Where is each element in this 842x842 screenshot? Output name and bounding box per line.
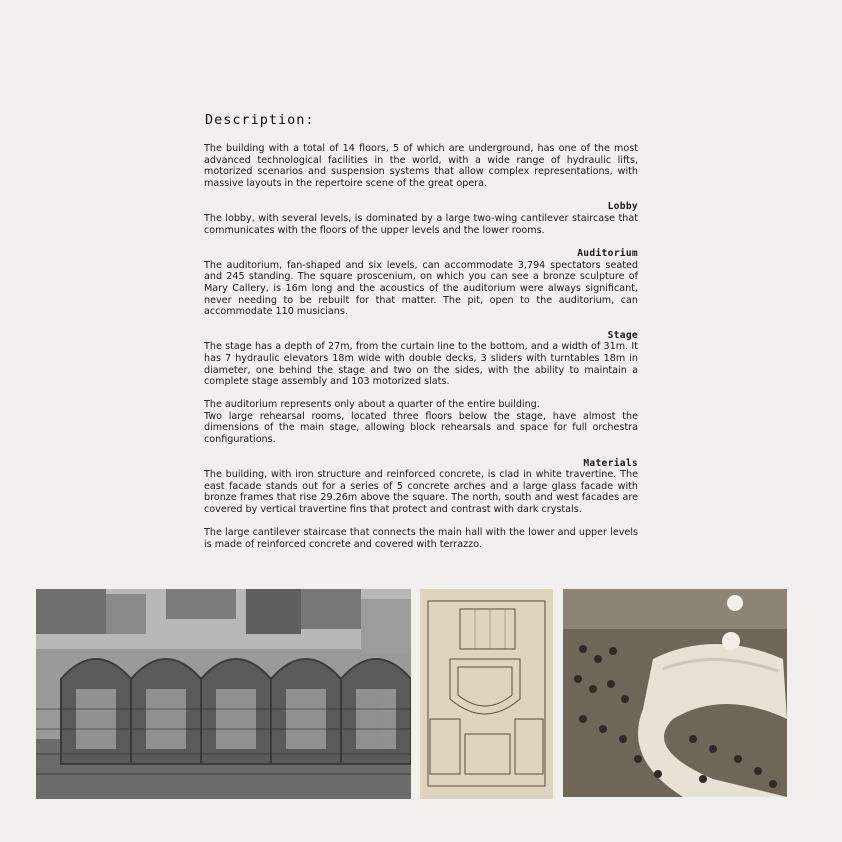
stage-paragraph-2a: The auditorium represents only about a quarter of the entire building. bbox=[204, 399, 540, 411]
lobby-paragraph: The lobby, with several levels, is dominated by a large two-wing cantilever staircase that communicates with the floors of the upper levels and the lower rooms. bbox=[204, 212, 638, 236]
auditorium-heading: Auditorium bbox=[577, 248, 638, 260]
floor-plan-image bbox=[420, 589, 553, 799]
materials-paragraph-2: The large cantilever staircase that connects the main hall with the lower and upper levels is made of reinforced concrete and covered with terrazzo. bbox=[204, 527, 638, 550]
auditorium-paragraph: The auditorium, fan-shaped and six levels, can accommodate 3,794 spectators seated and 245 standing. The square proscenium, on which you can see a bronze sculpture of Mary Callery, is 16m long and the acoustics of the auditorium were always significant, never needing to be rebuilt for that matter. The pit, open to the auditorium, can accommodate 110 musicians. bbox=[204, 259, 638, 318]
lobby-heading: Lobby bbox=[607, 201, 638, 213]
stage-paragraph: The stage has a depth of 27m, from the curtain line to the bottom, and a width of 31m. It has 7 hydraulic elevators 18m wide with double decks, 3 sliders with turntables 18m in diameter, one behind the stage and two on the sides, with the ability to maintain a complete stage assembly and 103 motorized slats. bbox=[204, 341, 638, 388]
stage-heading: Stage bbox=[607, 329, 638, 341]
materials-paragraph: The building, with iron structure and reinforced concrete, is clad in white travertine. The east facade stands out for a series of 5 concrete arches and a large glass facade with bronze frames that rise 29.26m above the square. The north, south and west facades are covered by vertical travertine fins that protect and contrast with dark crystals. bbox=[204, 469, 638, 516]
page-title: Description: bbox=[205, 112, 315, 128]
materials-heading: Materials bbox=[583, 457, 638, 469]
construction-photo bbox=[36, 589, 411, 799]
intro-paragraph: The building with a total of 14 floors, 5 of which are underground, has one of the most advanced technological facilities in the world, with a wide range of hydraulic lifts, motorized scenarios and suspension systems that allow complex representations, with massive layouts in the repertoire scene of the great opera. bbox=[204, 143, 638, 189]
description-section bbox=[204, 112, 638, 550]
lobby-staircase-photo bbox=[563, 589, 787, 797]
stage-paragraph-2b: Two large rehearsal rooms, located three floors below the stage, have almost the dimensions of the main stage, allowing block rehearsals and space for full orchestra configurations. bbox=[204, 410, 638, 446]
